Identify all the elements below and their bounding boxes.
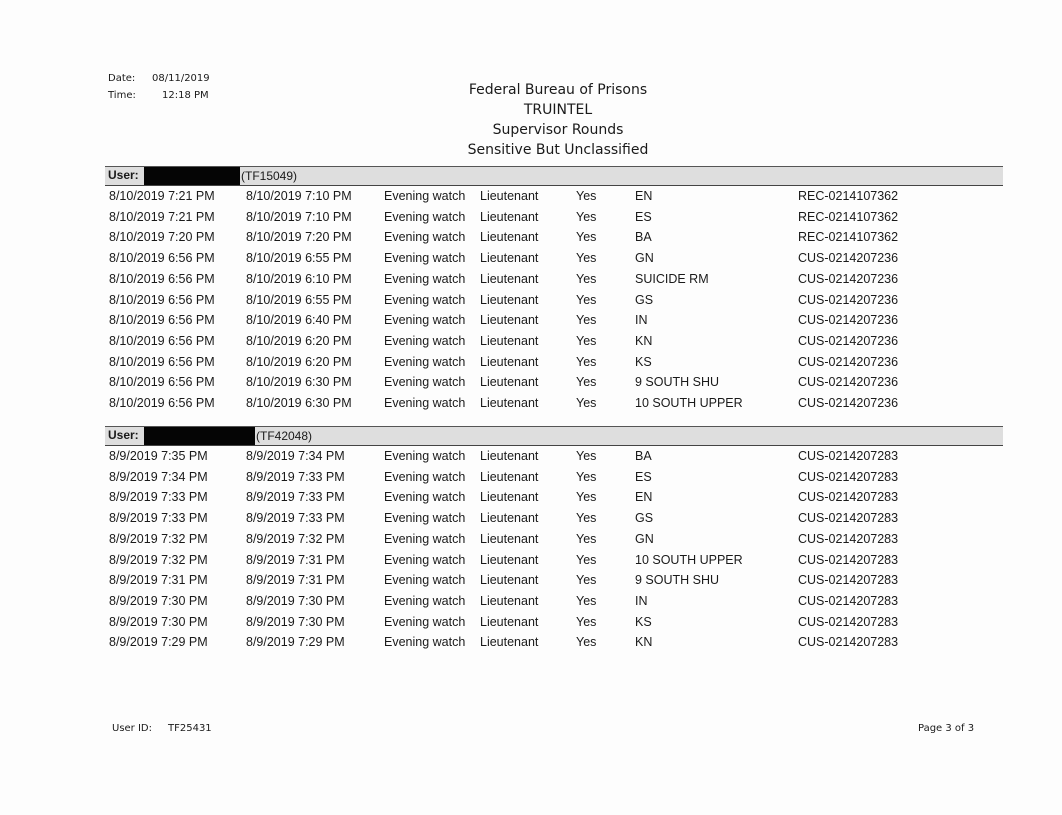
completed-cell: Yes xyxy=(576,531,597,546)
saved-time-cell: 8/10/2019 6:56 PM xyxy=(109,292,215,307)
watch-cell: Evening watch xyxy=(384,396,466,410)
date-label: Date: xyxy=(108,73,136,84)
round-time-cell: 8/9/2019 7:33 PM xyxy=(246,511,345,526)
position-cell: Lieutenant xyxy=(480,396,539,410)
record-id-cell: CUS-0214207283 xyxy=(798,490,899,505)
location-cell: ES xyxy=(635,469,652,484)
saved-time-cell: 8/9/2019 7:30 PM xyxy=(109,614,208,629)
saved-time-cell: 8/10/2019 6:56 PM xyxy=(109,396,215,410)
watch-cell: Evening watch xyxy=(384,271,466,286)
table-row xyxy=(0,248,1062,268)
watch-cell: Evening watch xyxy=(384,552,466,567)
watch-cell: Evening watch xyxy=(384,375,466,390)
user-label: User: xyxy=(108,428,139,442)
completed-cell: Yes xyxy=(576,573,597,588)
saved-time-cell: 8/10/2019 7:20 PM xyxy=(109,230,215,245)
watch-cell: Evening watch xyxy=(384,593,466,608)
location-cell: 10 SOUTH UPPER xyxy=(635,396,743,410)
footer-user-id xyxy=(112,723,212,734)
saved-time-cell: 8/10/2019 7:21 PM xyxy=(109,189,215,203)
location-cell: KS xyxy=(635,354,652,369)
location-cell: IN xyxy=(635,593,648,608)
report-title xyxy=(400,80,716,160)
date-value: 08/11/2019 xyxy=(152,73,210,84)
record-id-cell: CUS-0214207236 xyxy=(798,271,899,286)
round-time-cell: 8/9/2019 7:30 PM xyxy=(246,593,345,608)
location-cell: 9 SOUTH SHU xyxy=(635,573,720,588)
completed-cell: Yes xyxy=(576,490,597,505)
round-time-cell: 8/9/2019 7:33 PM xyxy=(246,490,345,505)
position-cell: Lieutenant xyxy=(480,230,539,245)
position-cell: Lieutenant xyxy=(480,593,539,608)
completed-cell: Yes xyxy=(576,511,597,526)
user-group-header xyxy=(105,166,1003,186)
saved-time-cell: 8/10/2019 7:21 PM xyxy=(109,209,215,224)
redaction-block xyxy=(144,167,240,185)
location-cell: BA xyxy=(635,230,652,245)
saved-time-cell: 8/9/2019 7:32 PM xyxy=(109,552,208,567)
title-report: Supervisor Rounds xyxy=(492,122,624,138)
record-id-cell: REC-0214107362 xyxy=(798,209,899,224)
location-cell: KS xyxy=(635,614,652,629)
watch-cell: Evening watch xyxy=(384,469,466,484)
table-row xyxy=(0,227,1062,247)
record-id-cell: REC-0214107362 xyxy=(798,189,899,203)
location-cell: EN xyxy=(635,490,653,505)
position-cell: Lieutenant xyxy=(480,209,539,224)
watch-cell: Evening watch xyxy=(384,614,466,629)
completed-cell: Yes xyxy=(576,251,597,266)
table-row xyxy=(0,269,1062,289)
completed-cell: Yes xyxy=(576,333,597,348)
round-time-cell: 8/10/2019 6:20 PM xyxy=(246,354,352,369)
position-cell: Lieutenant xyxy=(480,531,539,546)
table-row xyxy=(0,612,1062,632)
round-time-cell: 8/10/2019 7:20 PM xyxy=(246,230,352,245)
position-cell: Lieutenant xyxy=(480,511,539,526)
position-cell: Lieutenant xyxy=(480,635,539,650)
position-cell: Lieutenant xyxy=(480,271,539,286)
completed-cell: Yes xyxy=(576,292,597,307)
watch-cell: Evening watch xyxy=(384,573,466,588)
location-cell: KN xyxy=(635,333,653,348)
record-id-cell: CUS-0214207283 xyxy=(798,573,899,588)
location-cell: GN xyxy=(635,531,654,546)
report-meta xyxy=(108,70,210,104)
watch-cell: Evening watch xyxy=(384,354,466,369)
watch-cell: Evening watch xyxy=(384,313,466,328)
completed-cell: Yes xyxy=(576,313,597,328)
round-time-cell: 8/10/2019 7:10 PM xyxy=(246,189,352,203)
watch-cell: Evening watch xyxy=(384,531,466,546)
position-cell: Lieutenant xyxy=(480,552,539,567)
record-id-cell: CUS-0214207236 xyxy=(798,313,899,328)
completed-cell: Yes xyxy=(576,375,597,390)
saved-time-cell: 8/9/2019 7:35 PM xyxy=(109,449,208,463)
footer-user-id-value: TF25431 xyxy=(168,723,212,734)
record-id-cell: CUS-0214207283 xyxy=(798,614,899,629)
position-cell: Lieutenant xyxy=(480,333,539,348)
table-row xyxy=(0,570,1062,590)
round-time-cell: 8/9/2019 7:34 PM xyxy=(246,449,345,463)
saved-time-cell: 8/10/2019 6:56 PM xyxy=(109,313,215,328)
record-id-cell: CUS-0214207283 xyxy=(798,449,899,463)
position-cell: Lieutenant xyxy=(480,490,539,505)
position-cell: Lieutenant xyxy=(480,313,539,328)
table-row xyxy=(0,372,1062,392)
round-time-cell: 8/9/2019 7:31 PM xyxy=(246,573,345,588)
location-cell: GS xyxy=(635,511,654,526)
table-row xyxy=(0,550,1062,570)
completed-cell: Yes xyxy=(576,230,597,245)
record-id-cell: CUS-0214207236 xyxy=(798,292,899,307)
record-id-cell: CUS-0214207283 xyxy=(798,469,899,484)
user-id: (TF15049) xyxy=(241,169,298,183)
completed-cell: Yes xyxy=(576,449,597,463)
record-id-cell: CUS-0214207236 xyxy=(798,333,899,348)
record-id-cell: CUS-0214207283 xyxy=(798,531,899,546)
table-row xyxy=(0,352,1062,372)
record-id-cell: CUS-0214207236 xyxy=(798,375,899,390)
saved-time-cell: 8/9/2019 7:32 PM xyxy=(109,531,208,546)
table-row xyxy=(0,310,1062,330)
watch-cell: Evening watch xyxy=(384,511,466,526)
completed-cell: Yes xyxy=(576,552,597,567)
table-row xyxy=(0,393,1062,413)
position-cell: Lieutenant xyxy=(480,614,539,629)
location-cell: IN xyxy=(635,313,648,328)
watch-cell: Evening watch xyxy=(384,292,466,307)
round-time-cell: 8/9/2019 7:31 PM xyxy=(246,552,345,567)
round-time-cell: 8/9/2019 7:29 PM xyxy=(246,635,345,650)
round-time-cell: 8/10/2019 6:55 PM xyxy=(246,251,352,266)
round-time-cell: 8/10/2019 6:20 PM xyxy=(246,333,352,348)
saved-time-cell: 8/9/2019 7:33 PM xyxy=(109,490,208,505)
user-group-header xyxy=(105,426,1003,446)
position-cell: Lieutenant xyxy=(480,354,539,369)
round-time-cell: 8/10/2019 6:55 PM xyxy=(246,292,352,307)
location-cell: BA xyxy=(635,449,652,463)
page-number: Page 3 of 3 xyxy=(918,723,975,734)
location-cell: 10 SOUTH UPPER xyxy=(635,552,743,567)
watch-cell: Evening watch xyxy=(384,230,466,245)
record-id-cell: CUS-0214207283 xyxy=(798,635,899,650)
completed-cell: Yes xyxy=(576,189,597,203)
footer-user-id-label: User ID: xyxy=(112,723,152,734)
record-id-cell: CUS-0214207283 xyxy=(798,511,899,526)
location-cell: GN xyxy=(635,251,654,266)
saved-time-cell: 8/10/2019 6:56 PM xyxy=(109,251,215,266)
position-cell: Lieutenant xyxy=(480,573,539,588)
location-cell: EN xyxy=(635,189,653,203)
round-time-cell: 8/9/2019 7:33 PM xyxy=(246,469,345,484)
title-classification: Sensitive But Unclassified xyxy=(467,142,649,158)
round-time-cell: 8/9/2019 7:30 PM xyxy=(246,614,345,629)
watch-cell: Evening watch xyxy=(384,251,466,266)
title-agency: Federal Bureau of Prisons xyxy=(468,82,648,98)
table-row xyxy=(0,446,1062,466)
round-time-cell: 8/10/2019 7:10 PM xyxy=(246,209,352,224)
record-id-cell: REC-0214107362 xyxy=(798,230,899,245)
watch-cell: Evening watch xyxy=(384,333,466,348)
saved-time-cell: 8/9/2019 7:33 PM xyxy=(109,511,208,526)
completed-cell: Yes xyxy=(576,271,597,286)
location-cell: 9 SOUTH SHU xyxy=(635,375,720,390)
position-cell: Lieutenant xyxy=(480,292,539,307)
completed-cell: Yes xyxy=(576,354,597,369)
watch-cell: Evening watch xyxy=(384,635,466,650)
position-cell: Lieutenant xyxy=(480,189,539,203)
location-cell: SUICIDE RM xyxy=(635,271,709,286)
watch-cell: Evening watch xyxy=(384,189,466,203)
record-id-cell: CUS-0214207283 xyxy=(798,593,899,608)
table-row xyxy=(0,529,1062,549)
time-value: 12:18 PM xyxy=(162,90,209,101)
round-time-cell: 8/9/2019 7:32 PM xyxy=(246,531,345,546)
location-cell: GS xyxy=(635,292,654,307)
record-id-cell: CUS-0214207236 xyxy=(798,396,899,410)
completed-cell: Yes xyxy=(576,593,597,608)
table-row xyxy=(0,467,1062,487)
table-row xyxy=(0,186,1062,206)
table-row xyxy=(0,632,1062,652)
saved-time-cell: 8/9/2019 7:31 PM xyxy=(109,573,208,588)
table-row xyxy=(0,331,1062,351)
record-id-cell: CUS-0214207283 xyxy=(798,552,899,567)
table-row xyxy=(0,207,1062,227)
watch-cell: Evening watch xyxy=(384,490,466,505)
table-row xyxy=(0,508,1062,528)
position-cell: Lieutenant xyxy=(480,449,539,463)
round-time-cell: 8/10/2019 6:30 PM xyxy=(246,396,352,410)
table-row xyxy=(0,591,1062,611)
round-time-cell: 8/10/2019 6:30 PM xyxy=(246,375,352,390)
completed-cell: Yes xyxy=(576,614,597,629)
title-system: TRUINTEL xyxy=(523,102,593,118)
location-cell: ES xyxy=(635,209,652,224)
saved-time-cell: 8/9/2019 7:29 PM xyxy=(109,635,208,650)
saved-time-cell: 8/9/2019 7:34 PM xyxy=(109,469,208,484)
position-cell: Lieutenant xyxy=(480,375,539,390)
saved-time-cell: 8/10/2019 6:56 PM xyxy=(109,271,215,286)
time-label: Time: xyxy=(108,90,136,101)
completed-cell: Yes xyxy=(576,635,597,650)
user-label: User: xyxy=(108,168,139,182)
table-row xyxy=(0,290,1062,310)
record-id-cell: CUS-0214207236 xyxy=(798,354,899,369)
user-id: (TF42048) xyxy=(256,429,313,443)
round-time-cell: 8/10/2019 6:10 PM xyxy=(246,271,352,286)
position-cell: Lieutenant xyxy=(480,251,539,266)
saved-time-cell: 8/10/2019 6:56 PM xyxy=(109,333,215,348)
completed-cell: Yes xyxy=(576,396,597,410)
location-cell: KN xyxy=(635,635,653,650)
redaction-block xyxy=(144,427,255,445)
saved-time-cell: 8/9/2019 7:30 PM xyxy=(109,593,208,608)
completed-cell: Yes xyxy=(576,209,597,224)
watch-cell: Evening watch xyxy=(384,209,466,224)
completed-cell: Yes xyxy=(576,469,597,484)
table-row xyxy=(0,487,1062,507)
saved-time-cell: 8/10/2019 6:56 PM xyxy=(109,375,215,390)
saved-time-cell: 8/10/2019 6:56 PM xyxy=(109,354,215,369)
watch-cell: Evening watch xyxy=(384,449,466,463)
record-id-cell: CUS-0214207236 xyxy=(798,251,899,266)
round-time-cell: 8/10/2019 6:40 PM xyxy=(246,313,352,328)
position-cell: Lieutenant xyxy=(480,469,539,484)
